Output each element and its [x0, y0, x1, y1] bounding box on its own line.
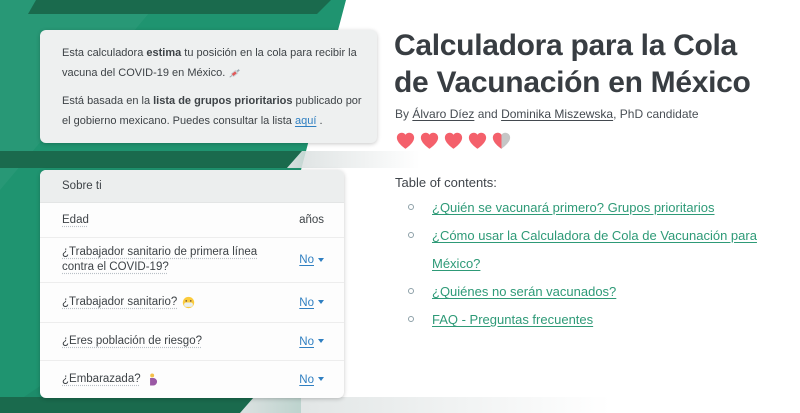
intro-text: Esta calculadora — [62, 47, 147, 59]
toc-bullet-icon — [408, 288, 414, 294]
toc-title: Table of contents: — [395, 175, 497, 190]
bottom-ribbon — [0, 397, 254, 413]
toc-link-faq[interactable]: FAQ - Preguntas frecuentes — [432, 312, 594, 327]
dropdown-value[interactable]: No — [299, 335, 314, 348]
toc-link-como-usar[interactable]: ¿Cómo usar la Calculadora de Cola de Vacunación para México? — [432, 228, 757, 271]
intro-paragraph-1 — [62, 43, 363, 83]
toc-bullet-icon — [408, 204, 414, 210]
healthcare-worker-row[interactable] — [40, 282, 344, 322]
pregnant-woman-icon — [146, 373, 159, 386]
page-title-line1: Calculadora para la Cola — [394, 29, 737, 62]
dropdown-value[interactable]: No — [299, 373, 314, 386]
dropdown-caret-icon[interactable] — [318, 300, 324, 304]
intro-card — [40, 30, 377, 143]
author-link-alvaro-diez[interactable]: Álvaro Díez — [412, 107, 475, 121]
label-wrap — [62, 372, 167, 387]
toc-link-no-vacunados[interactable]: ¿Quiénes no serán vacunados? — [432, 284, 617, 299]
heart-icon — [443, 131, 464, 150]
frontline-worker-dropdown[interactable] — [299, 254, 324, 266]
pregnant-label[interactable]: ¿Embarazada? — [62, 373, 141, 385]
risk-population-label[interactable]: ¿Eres población de riesgo? — [62, 335, 202, 347]
dropdown-caret-icon[interactable] — [318, 339, 324, 343]
toc-item — [394, 278, 762, 306]
syringe-icon — [228, 67, 241, 80]
intro-text: publicado por el gobierno mexicano. Puedes consultar la lista — [62, 95, 362, 127]
healthcare-worker-dropdown[interactable] — [299, 297, 324, 309]
byline-text: , PhD candidate — [613, 107, 699, 121]
toc-bullet-icon — [408, 316, 414, 322]
toc-item — [394, 306, 762, 334]
age-input[interactable] — [97, 214, 291, 226]
toc-item — [394, 222, 762, 278]
dropdown-value[interactable]: No — [299, 296, 314, 309]
author-link-dominika-miszewska[interactable]: Dominika Miszewska — [501, 107, 614, 121]
byline — [395, 107, 699, 121]
heart-rating — [395, 131, 512, 150]
priority-list-link[interactable]: aquí — [294, 115, 317, 127]
risk-population-dropdown[interactable] — [299, 336, 324, 348]
page-title-line2: de Vacunación en México — [394, 66, 751, 99]
label-wrap — [62, 295, 203, 310]
risk-population-row[interactable] — [40, 322, 344, 360]
intro-text-bold: estima — [146, 47, 182, 59]
half-heart-icon — [491, 131, 512, 150]
table-of-contents — [394, 194, 762, 334]
mask-face-icon — [182, 296, 195, 309]
intro-text-bold: lista de grupos prioritarios — [153, 95, 293, 107]
about-you-card — [40, 170, 344, 398]
age-label[interactable]: Edad — [62, 213, 89, 226]
pregnant-dropdown[interactable] — [299, 374, 324, 386]
byline-text: and — [474, 107, 502, 121]
heart-icon — [419, 131, 440, 150]
dropdown-caret-icon[interactable] — [318, 377, 324, 381]
dropdown-caret-icon[interactable] — [318, 258, 324, 262]
page-title — [394, 27, 800, 101]
toc-link-grupos-prioritarios[interactable]: ¿Quién se vacunará primero? Grupos prioritarios — [432, 200, 715, 215]
intro-text: . — [316, 115, 323, 127]
age-unit[interactable]: años — [299, 214, 324, 226]
pregnant-row[interactable] — [40, 360, 344, 398]
heart-icon — [395, 131, 416, 150]
top-ribbon — [0, 0, 346, 14]
frontline-worker-row[interactable] — [40, 237, 344, 282]
intro-paragraph-2 — [62, 91, 363, 131]
toc-bullet-icon — [408, 232, 414, 238]
toc-item — [394, 194, 762, 222]
dropdown-value[interactable]: No — [299, 254, 314, 266]
middle-ribbon — [0, 151, 302, 168]
intro-text: tu posición en la cola para recibir la vacuna del COVID-19 en México. — [62, 47, 357, 79]
byline-text: By — [395, 107, 413, 121]
form-section-header: Sobre ti — [40, 170, 344, 203]
heart-icon — [467, 131, 488, 150]
healthcare-worker-label[interactable]: ¿Trabajador sanitario? — [62, 296, 178, 308]
frontline-worker-label[interactable]: ¿Trabajador sanitario de primera línea contra el COVID-19? — [62, 246, 258, 273]
intro-text: Está basada en la — [62, 95, 154, 107]
article-column — [394, 27, 800, 413]
age-row[interactable] — [40, 203, 344, 237]
